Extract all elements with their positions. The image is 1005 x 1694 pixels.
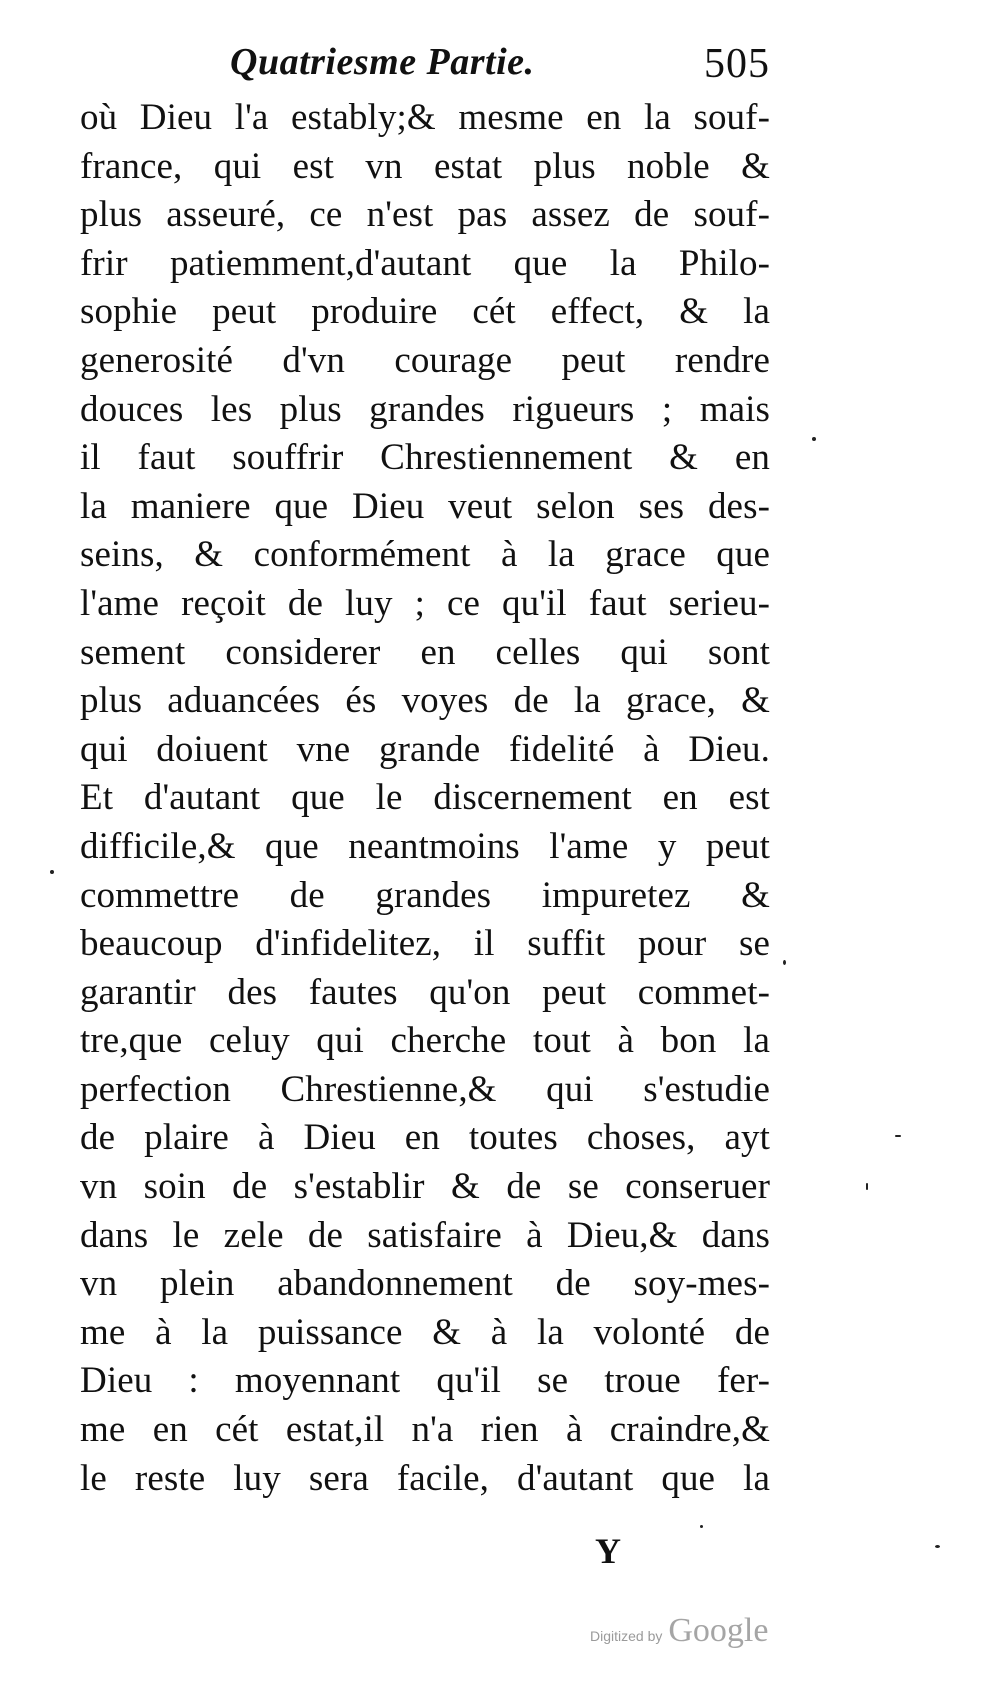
page-number: 505 bbox=[704, 41, 770, 87]
scan-speck bbox=[812, 437, 816, 441]
text-line: tre,que celuy qui cherche tout à bon la bbox=[80, 1020, 770, 1062]
text-line: vn soin de s'establir & de se conseruer bbox=[80, 1166, 770, 1208]
text-line: où Dieu l'a estably;& mesme en la souf- bbox=[80, 97, 770, 138]
text-line: plus aduancées és voyes de la grace, & bbox=[80, 680, 770, 722]
text-line: difficile,& que neantmoins l'ame y peut bbox=[80, 825, 770, 867]
text-line: plus asseuré, ce n'est pas assez de souf- bbox=[80, 194, 770, 236]
text-line: me à la puissance & à la volonté de bbox=[80, 1311, 770, 1353]
scan-speck bbox=[895, 1135, 901, 1137]
text-line: l'ame reçoit de luy ; ce qu'il faut serieu- bbox=[80, 582, 770, 624]
text-line: france, qui est vn estat plus noble & bbox=[80, 145, 770, 187]
running-title: Quatriesme Partie. bbox=[230, 41, 535, 83]
text-line: commettre de grandes impuretez & bbox=[80, 874, 770, 916]
text-line: de plaire à Dieu en toutes choses, ayt bbox=[80, 1117, 770, 1159]
digitized-label: Digitized by bbox=[590, 1628, 663, 1644]
text-line: sophie peut produire cét effect, & la bbox=[80, 291, 770, 333]
text-line: me en cét estat,il n'a rien à craindre,& bbox=[80, 1409, 770, 1451]
text-line: perfection Chrestienne,& qui s'estudie bbox=[80, 1068, 770, 1110]
text-line: douces les plus grandes rigueurs ; mais bbox=[80, 388, 770, 430]
scan-speck bbox=[700, 1525, 703, 1528]
signature-mark: Y bbox=[595, 1531, 621, 1571]
scan-speck bbox=[783, 960, 786, 965]
text-line: seins, & conformément à la grace que bbox=[80, 534, 770, 576]
google-logo: Google bbox=[668, 1612, 769, 1649]
text-line: generosité d'vn courage peut rendre bbox=[80, 339, 770, 381]
text-line: il faut souffrir Chrestiennement & en bbox=[80, 437, 770, 479]
text-line: Dieu : moyennant qu'il se troue fer- bbox=[80, 1360, 770, 1402]
text-line: sement considerer en celles qui sont bbox=[80, 631, 770, 673]
text-line: vn plein abandonnement de soy-mes- bbox=[80, 1263, 770, 1305]
text-line: Et d'autant que le discernement en est bbox=[80, 777, 770, 819]
scan-speck bbox=[866, 1183, 868, 1190]
scan-speck bbox=[935, 1545, 940, 1548]
text-line: garantir des fautes qu'on peut commet- bbox=[80, 971, 770, 1013]
text-line: dans le zele de satisfaire à Dieu,& dans bbox=[80, 1214, 770, 1256]
body-text bbox=[80, 94, 770, 1503]
text-line: frir patiemment,d'autant que la Philo- bbox=[80, 242, 770, 284]
text-line: beaucoup d'infidelitez, il suffit pour se bbox=[80, 923, 770, 965]
scan-speck bbox=[50, 870, 54, 874]
digitized-watermark bbox=[590, 1612, 768, 1650]
text-line: qui doiuent vne grande fidelité à Dieu. bbox=[80, 728, 770, 770]
text-line: le reste luy sera facile, d'autant que la bbox=[80, 1457, 770, 1499]
text-line: la maniere que Dieu veut selon ses des- bbox=[80, 485, 770, 527]
page-header bbox=[230, 40, 770, 100]
